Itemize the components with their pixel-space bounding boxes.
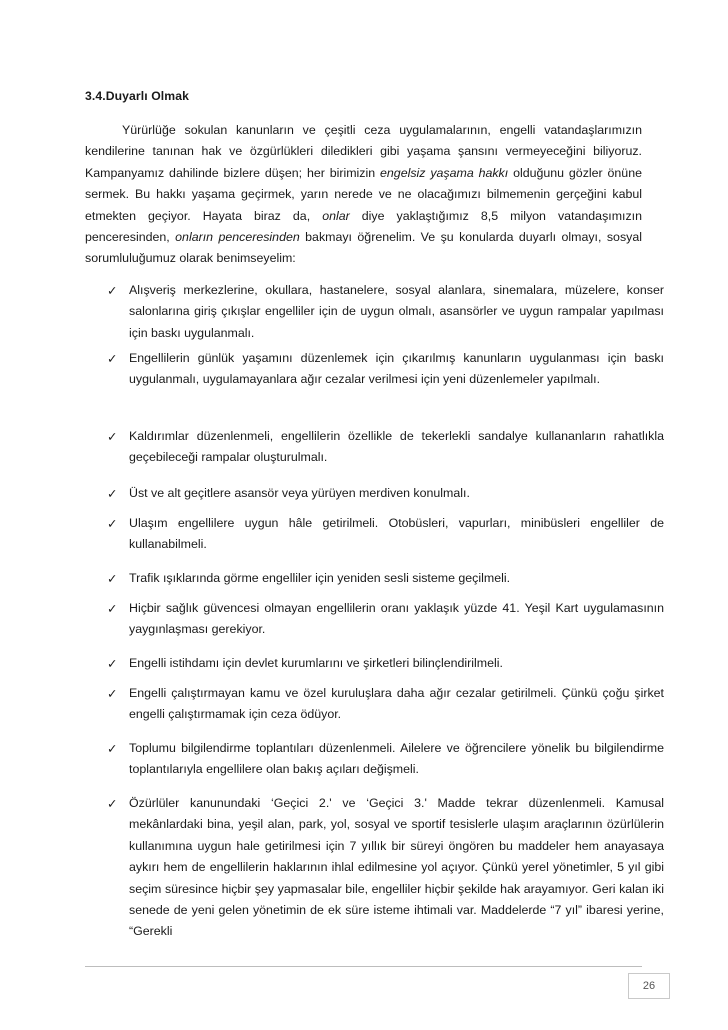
list-item-text: Özürlüler kanunundaki ‘Geçici 2.' ve ‘Geçici 3.' Madde tekrar düzenlenmeli. Kamusal mekânlardaki bina, yeşil alan, park, yol, sosyal ve sportif tesislerle ulaşım araçlarının özürlülerin kullanımına uygun hale getirilmesi için 7 yıllık bir süreyi öngören bu maddeler hem anayasaya aykırı hem de engellilerin haklarının ihlal edilmesine yol açıyor. Çünkü yerel yönetimler, 5 yıl gibi seçim süresince hiçbir şey yapmasalar bile, engelliler hiçbir şekilde hak arayamıyor. Geri kalan iki senede de yeni gelen yönetimin de ek süre isteme ihtimali var. Maddelerde “7 yıl” ibaresi yerine, “Gerekli: [129, 796, 664, 939]
list-item: [107, 598, 664, 641]
paragraph-text: Yürürlüğe sokulan kanunların ve çeşitli ceza uygulamalarının, engelli vatandaşlarımızın kendilerine tanınan hak ve özgürlükleri diledikleri gibi yaşama şansını vermeyeceğini biliyoruz. Kampanyamız dahilinde bizlere düşen; her birimizin: [85, 123, 642, 180]
list-item: [107, 653, 664, 674]
check-mark-icon: ✓: [107, 656, 118, 671]
check-mark-icon: ✓: [107, 601, 118, 616]
list-item-text: Toplumu bilgilendirme toplantıları düzenlenmeli. Ailelere ve öğrencilere yönelik bu bilgilendirme toplantılarıyla engellilere olan bakış açıları değişmeli.: [129, 741, 664, 777]
list-item: [107, 793, 664, 943]
list-item-text: Üst ve alt geçitlere asansör veya yürüyen merdiven konulmalı.: [129, 486, 470, 500]
list-item-text: Kaldırımlar düzenlenmeli, engellilerin özellikle de tekerlekli sandalye kullananların rahatlıkla geçebileceği rampalar oluşturulmalı.: [129, 429, 664, 465]
list-item: [107, 426, 664, 469]
list-item-text: Hiçbir sağlık güvencesi olmayan engellilerin oranı yaklaşık yüzde 41. Yeşil Kart uygulamasının yaygınlaşması gerekiyor.: [129, 601, 664, 637]
check-mark-icon: ✓: [107, 796, 118, 811]
check-mark-icon: ✓: [107, 741, 118, 756]
page-number: 26: [628, 973, 670, 999]
check-mark-icon: ✓: [107, 571, 118, 586]
check-mark-icon: ✓: [107, 283, 118, 298]
list-item-text: Trafik ışıklarında görme engelliler için yeniden sesli sisteme geçilmeli.: [129, 571, 511, 585]
emphasis-text: onlar: [322, 208, 350, 223]
check-mark-icon: ✓: [107, 486, 118, 501]
list-item: [107, 348, 664, 391]
list-item-text: Alışveriş merkezlerine, okullara, hastanelere, sosyal alanlara, sinemalara, müzelere, konser salonlarına giriş çıkışlar engelliler için de uygun olmalı, asansörler ve uygun rampalar yapılması için baskı uygulanmalı.: [129, 283, 664, 340]
section-heading: 3.4.Duyarlı Olmak: [85, 89, 189, 103]
list-item-text: Ulaşım engellilere uygun hâle getirilmeli. Otobüsleri, vapurları, minibüsleri engelliler de kullanabilmeli.: [129, 516, 664, 552]
list-item: [107, 483, 664, 504]
list-item-text: Engelli istihdamı için devlet kurumlarını ve şirketleri bilinçlendirilmeli.: [129, 656, 503, 670]
paragraph-text: diye yaklaştığımız 8,5 milyon vatandaşımızın penceresinden,: [85, 208, 642, 245]
check-mark-icon: ✓: [107, 686, 118, 701]
list-item: [107, 280, 664, 344]
list-item: [107, 513, 664, 556]
list-item-text: Engelli çalıştırmayan kamu ve özel kuruluşlara daha ağır cezalar getirilmeli. Çünkü çoğu şirket engelli çalıştırmamak için ceza ödüyor.: [129, 686, 664, 722]
footer-divider: [85, 966, 642, 967]
list-item: [107, 568, 664, 589]
list-item: [107, 683, 664, 726]
emphasis-text: onların penceresinden: [175, 230, 300, 245]
paragraph-text: bakmayı öğrenelim. Ve şu konularda duyarlı olmayı, sosyal sorumluluğumuz olarak benimseyelim:: [85, 230, 642, 266]
check-mark-icon: ✓: [107, 351, 118, 366]
check-mark-icon: ✓: [107, 429, 118, 444]
list-item: [107, 738, 664, 781]
paragraph-text: olduğunu gözler önüne sermek. Bu hakkı yaşama geçirmek, yarın nerede ve ne olacağımızı bilmemenin gerçeğini kabul etmekten geçiyor. Hayata biraz da,: [85, 165, 642, 223]
intro-paragraph: [85, 120, 642, 270]
list-item-text: Engellilerin günlük yaşamını düzenlemek için çıkarılmış kanunların uygulanması için baskı uygulanmalı, uygulamayanlara ağır cezalar verilmesi için yeni düzenlemeler yapılmalı.: [129, 351, 664, 387]
check-mark-icon: ✓: [107, 516, 118, 531]
emphasis-text: engelsiz yaşama hakkı: [380, 165, 509, 180]
